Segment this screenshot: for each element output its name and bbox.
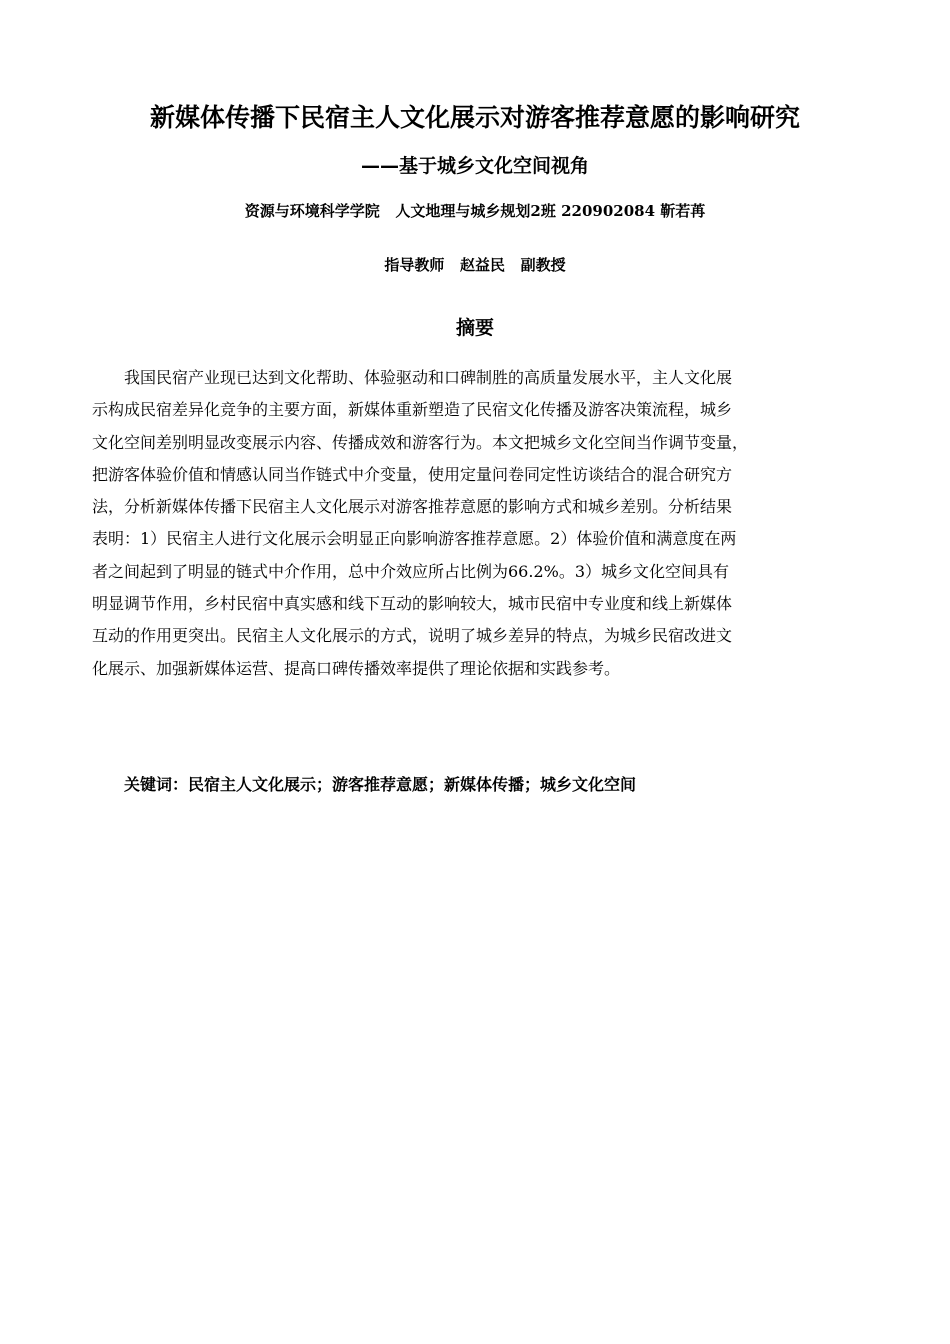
paper-title: 新媒体传播下民宿主人文化展示对游客推荐意愿的影响研究: [149, 103, 800, 132]
abstract-line: 表明：1）民宿主人进行文化展示会明显正向影响游客推荐意愿。2）体验价值和满意度在两: [92, 529, 737, 549]
abstract-line: 化展示、加强新媒体运营、提高口碑传播效率提供了理论依据和实践参考。: [92, 658, 621, 678]
abstract-heading: 摘要: [455, 317, 494, 339]
abstract-line: 者之间起到了明显的链式中介作用，总中介效应所占比例为66.2%。3）城乡文化空间具有: [92, 561, 730, 581]
paper-subtitle: ——基于城乡文化空间视角: [360, 155, 589, 177]
abstract-line: 法，分析新媒体传播下民宿主人文化展示对游客推荐意愿的影响方式和城乡差别。分析结果: [92, 497, 733, 517]
abstract-line: 明显调节作用，乡村民宿中真实感和线下互动的影响较大，城市民宿中专业度和线上新媒体: [92, 594, 733, 614]
keywords-line: 关键词：民宿主人文化展示；游客推荐意愿；新媒体传播；城乡文化空间: [124, 775, 637, 794]
abstract-line: 互动的作用更突出。民宿主人文化展示的方式，说明了城乡差异的特点，为城乡民宿改进文: [92, 626, 733, 646]
abstract-line: 示构成民宿差异化竞争的主要方面，新媒体重新塑造了民宿文化传播及游客决策流程，城乡: [92, 400, 733, 420]
abstract-line: 把游客体验价值和情感认同当作链式中介变量，使用定量问卷同定性访谈结合的混合研究方: [92, 464, 733, 484]
abstract-line: 我国民宿产业现已达到文化帮助、体验驱动和口碑制胜的高质量发展水平，主人文化展: [124, 368, 733, 387]
advisor-info: 指导教师 赵益民 副教授: [384, 256, 566, 274]
abstract-line: 文化空间差别明显改变展示内容、传播成效和游客行为。本文把城乡文化空间当作调节变量，: [92, 432, 749, 452]
author-info: 资源与环境科学学院 人文地理与城乡规划2班 220902084 靳若苒: [244, 202, 706, 220]
abstract-body: [92, 362, 872, 685]
